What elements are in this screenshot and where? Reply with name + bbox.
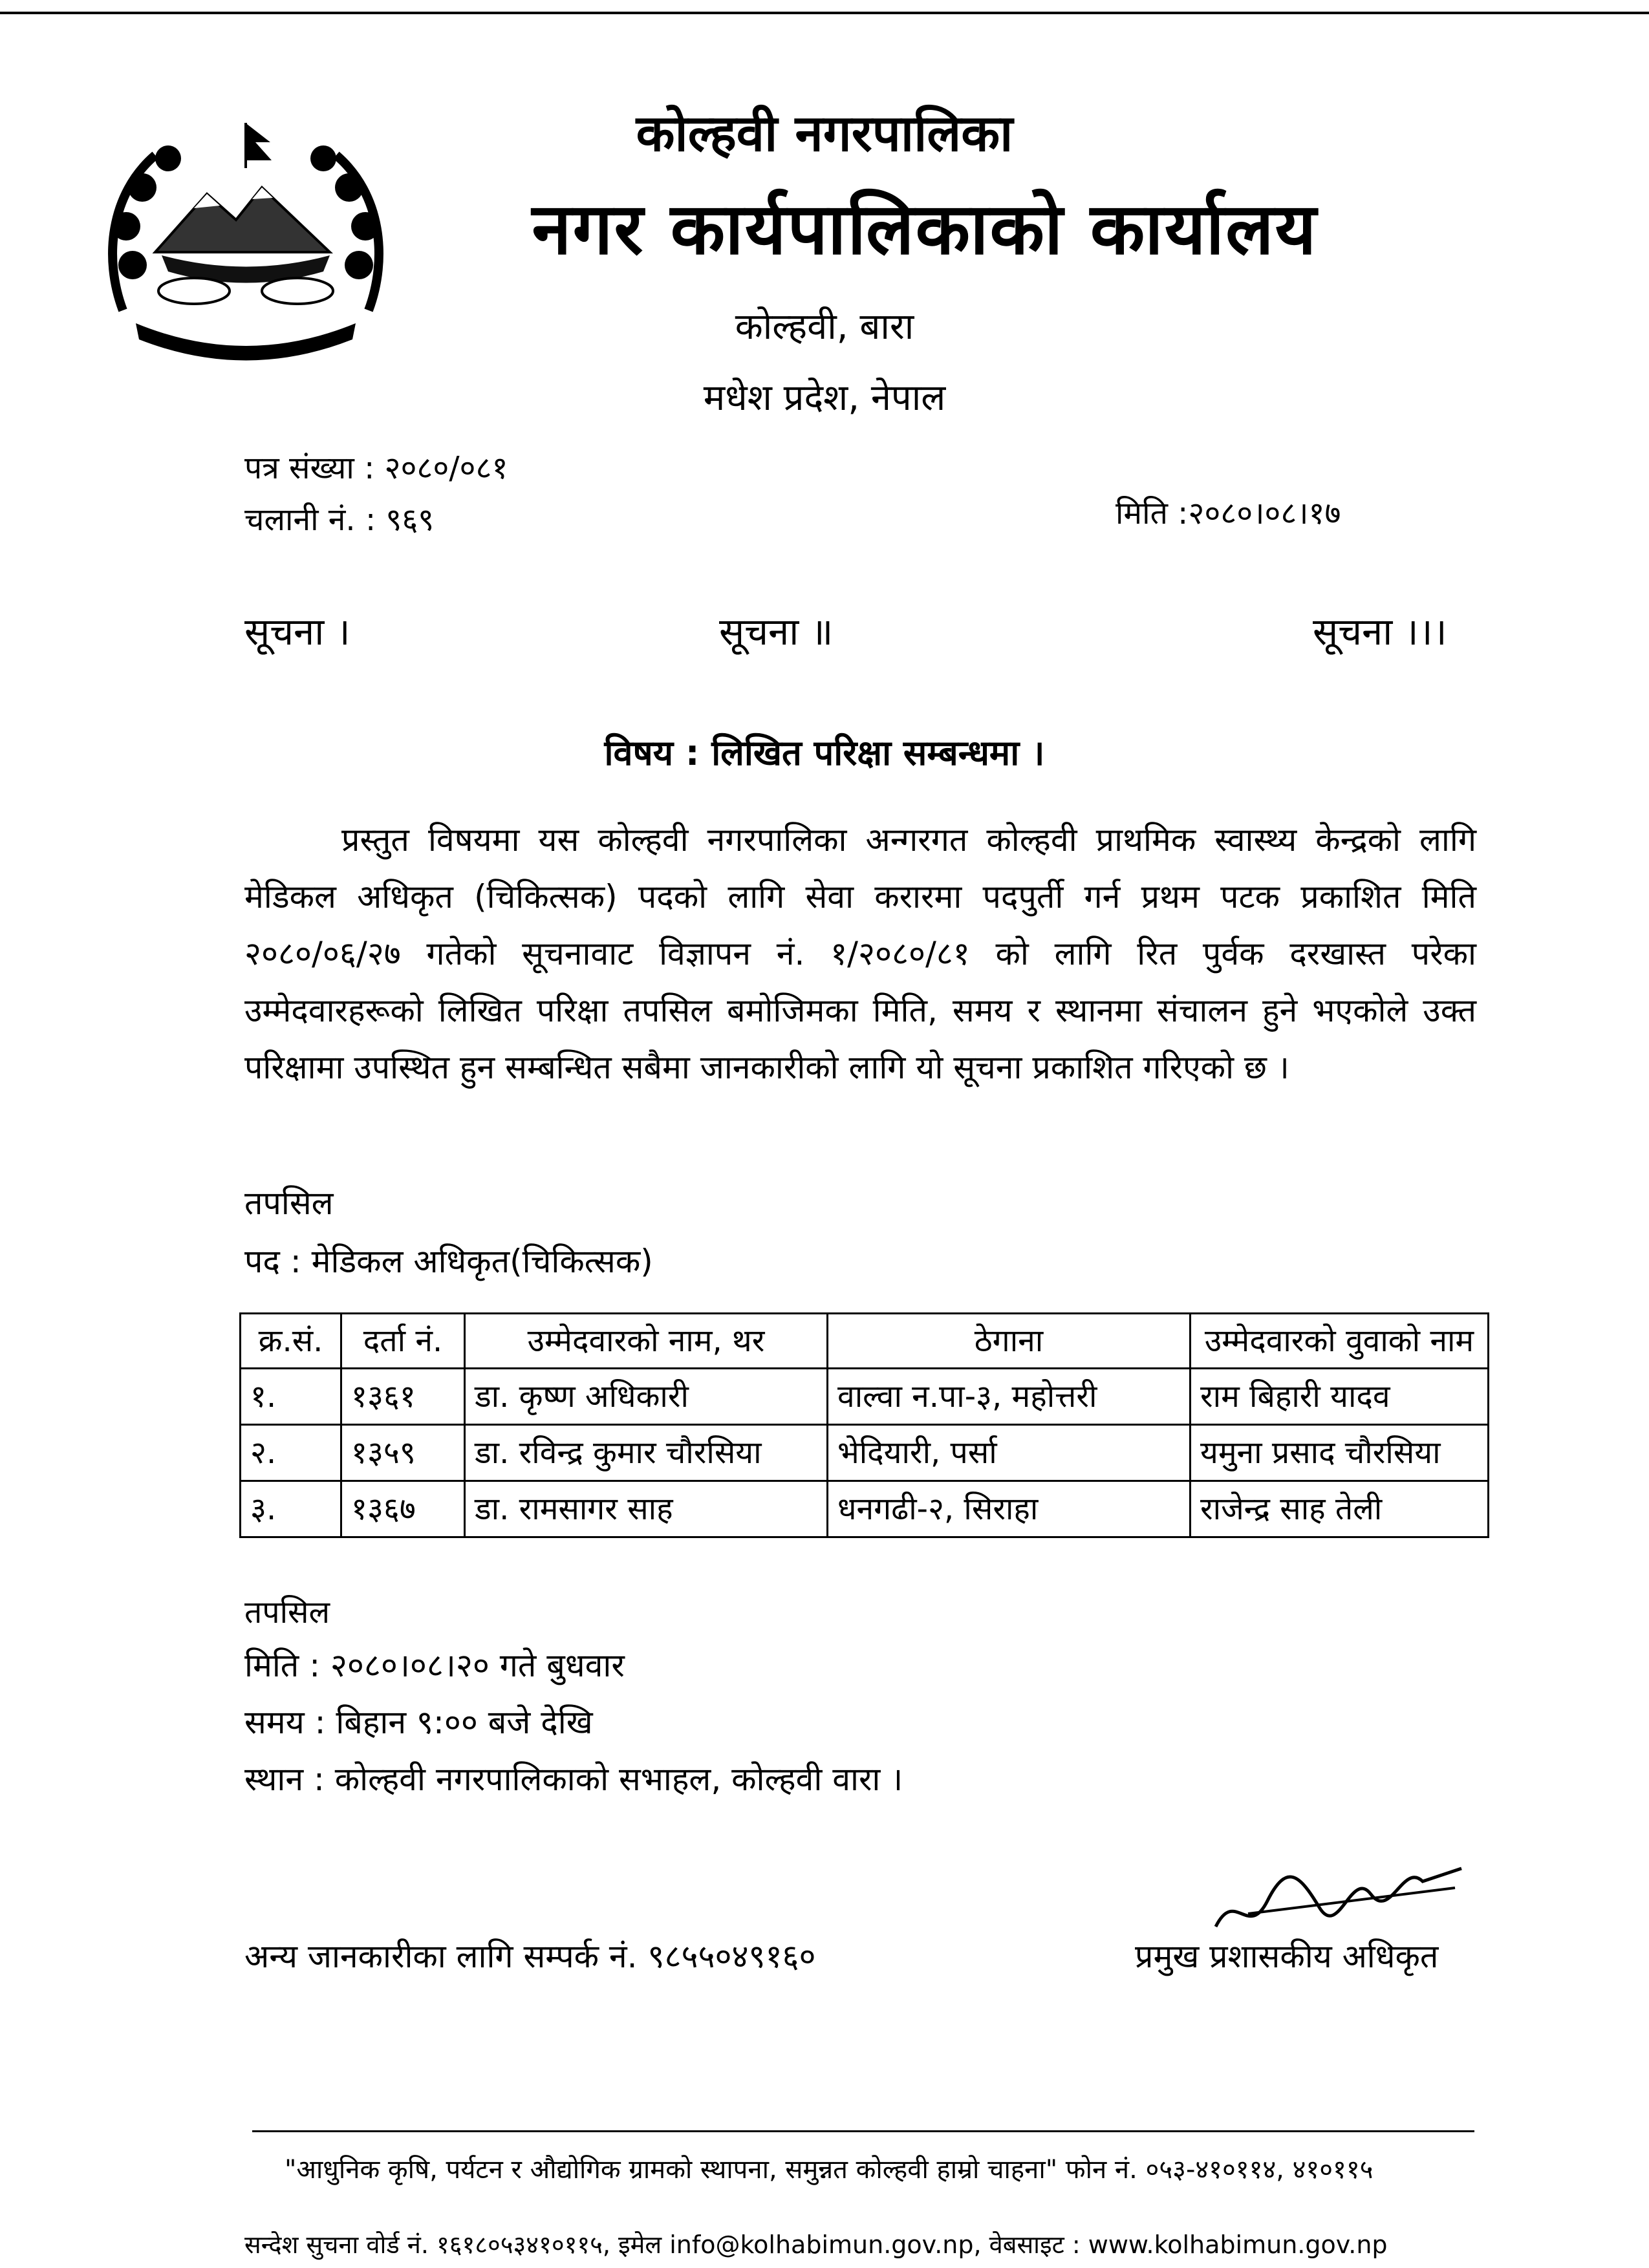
letter-date: मिति :२०८०।०८।१७ — [1116, 495, 1341, 531]
table-row — [241, 1481, 1489, 1537]
cell-candidate-name: डा. रविन्द्र कुमार चौरसिया — [465, 1425, 828, 1481]
cell-serial: १. — [241, 1369, 341, 1425]
notice-label-1: सूचना । — [244, 610, 350, 654]
officer-title: प्रमुख प्रशासकीय अधिकृत — [1135, 1938, 1439, 1975]
signature-icon — [1209, 1849, 1468, 1946]
cell-serial: २. — [241, 1425, 341, 1481]
col-serial: क्र.सं. — [241, 1314, 341, 1369]
exam-time: समय : बिहान ९:०० बजे देखि — [244, 1704, 593, 1741]
footer-contact: सन्देश सुचना वोर्ड नं. १६१८०५३४१०११५, इमेल info@kolhabimun.gov.np, वेबसाइट : www.kolhabimun.gov.np — [244, 2231, 1388, 2259]
cell-address: वाल्वा न.पा-३, महोत्तरी — [828, 1369, 1191, 1425]
table-header-row — [241, 1314, 1489, 1369]
notice-label-3: सूचना ।।। — [1313, 610, 1447, 654]
address-line-1: कोल्हवी, बारा — [735, 306, 914, 348]
subject-line: विषय : लिखित परिक्षा सम्बन्धमा । — [604, 733, 1045, 773]
cell-father-name: राजेन्द्र साह तेली — [1191, 1481, 1489, 1537]
col-candidate-name: उम्मेदवारको नाम, थर — [465, 1314, 828, 1369]
contact-number: अन्य जानकारीका लागि सम्पर्क नं. ९८५५०४९१६० — [244, 1938, 816, 1975]
footer-motto: "आधुनिक कृषि, पर्यटन र औद्योगिक ग्रामको स्थापना, समुन्नत कोल्हवी हाम्रो चाहना" फोन नं. ०५३-४१०११४, ४१०११५ — [285, 2155, 1374, 2185]
cell-serial: ३. — [241, 1481, 341, 1537]
notice-body: प्रस्तुत विषयमा यस कोल्हवी नगरपालिका अन्गरगत कोल्हवी प्राथमिक स्वास्थ्य केन्द्रको लागि मेडिकल अधिकृत (चिकित्सक) पदको लागि सेवा करारमा पदपुर्ती गर्न प्रथम पटक प्रकाशित मिति २०८०/०६/२७ गतेको सूचनावाट विज्ञापन नं. १/२०८०/८१ को लागि रित पुर्वक दरखास्त परेका उम्मेदवारहरूको लिखित परिक्षा तपसिल बमोजिमका मिति, समय र स्थानमा संचालन हुने भएकोले उक्त परिक्षामा उपस्थित हुन सम्बन्धित सबैमा जानकारीको लागि यो सूचना प्रकाशित गरिएको छ । — [244, 821, 1476, 1086]
exam-date: मिति : २०८०।०८।२० गते बुधवार — [244, 1647, 625, 1684]
col-address: ठेगाना — [828, 1314, 1191, 1369]
cell-father-name: यमुना प्रसाद चौरसिया — [1191, 1425, 1489, 1481]
schedule-label: तपसिल — [244, 1594, 330, 1631]
cell-reg-no: १३५९ — [341, 1425, 465, 1481]
details-label: तपसिल — [244, 1184, 334, 1222]
post-name: पद : मेडिकल अधिकृत(चिकित्सक) — [244, 1243, 653, 1280]
municipality-name: कोल्हवी नगरपालिका — [636, 105, 1013, 163]
table-row — [241, 1425, 1489, 1481]
cell-candidate-name: डा. रामसागर साह — [465, 1481, 828, 1537]
col-father-name: उम्मेदवारको वुवाको नाम — [1191, 1314, 1489, 1369]
letter-number: पत्र संख्या : २०८०/०८१ — [244, 450, 508, 486]
address-line-2: मधेश प्रदेश, नेपाल — [703, 377, 946, 419]
top-border-line — [0, 12, 1649, 14]
table-row — [241, 1369, 1489, 1425]
cell-address: भेदियारी, पर्सा — [828, 1425, 1191, 1481]
cell-candidate-name: डा. कृष्ण अधिकारी — [465, 1369, 828, 1425]
cell-address: धनगढी-२, सिराहा — [828, 1481, 1191, 1537]
col-reg-no: दर्ता नं. — [341, 1314, 465, 1369]
cell-reg-no: १३६१ — [341, 1369, 465, 1425]
cell-father-name: राम बिहारी यादव — [1191, 1369, 1489, 1425]
candidate-table — [239, 1312, 1489, 1538]
office-name: नगर कार्यपालिकाको कार्यालय — [532, 187, 1318, 270]
notice-label-2: सूचना ॥ — [719, 610, 834, 654]
dispatch-number: चलानी नं. : ९६९ — [244, 502, 435, 538]
exam-place: स्थान : कोल्हवी नगरपालिकाको सभाहल, कोल्हवी वारा । — [244, 1760, 903, 1798]
cell-reg-no: १३६७ — [341, 1481, 465, 1537]
footer-rule — [252, 2130, 1474, 2132]
